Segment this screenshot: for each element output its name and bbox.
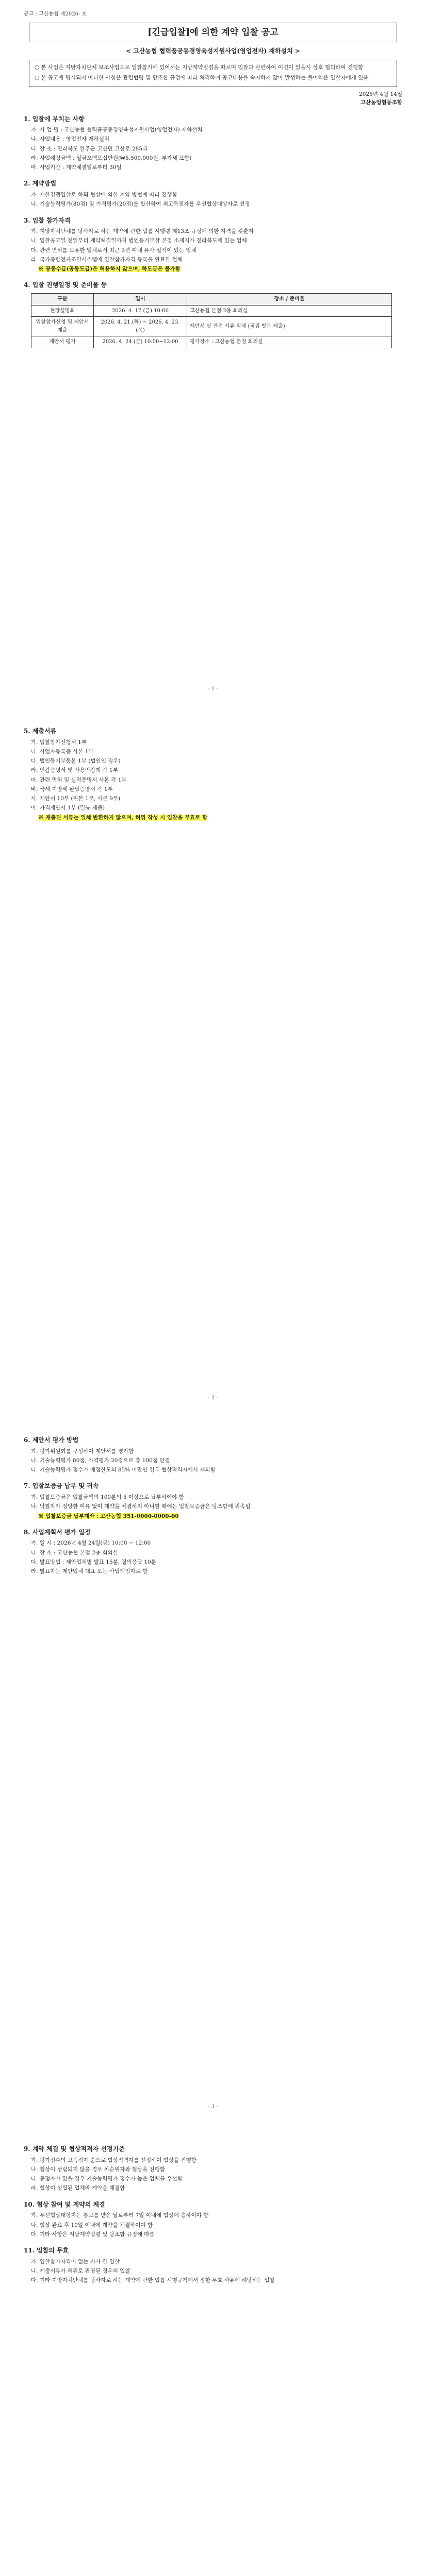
sec5-item: 라. 인감증명서 및 사용인감계 각 1부 <box>31 767 118 774</box>
sec1-item: 다. 장 소 : 전라북도 완주군 고산면 고산로 285-5 <box>31 145 148 152</box>
sec5-item: 바. 국세·지방세 완납증명서 각 1부 <box>31 786 113 792</box>
sec10-heading: 10. 협상 참여 및 계약의 체결 <box>24 2200 105 2208</box>
sec9-item: 다. 동점자가 있을 경우 기술능력평가 점수가 높은 업체를 우선함 <box>31 2176 183 2182</box>
table-row <box>31 317 392 336</box>
sec8-heading: 8. 사업계획서 평가 일정 <box>24 1528 91 1536</box>
sec7-highlight-text: ※ 입찰보증금 납부계좌 : 고산농협 351-0000-0000-00 <box>38 1513 179 1519</box>
page-2 <box>0 709 426 1418</box>
sec3-highlight-text: ※ 공동수급(공동도급)은 허용하지 않으며, 하도급은 불가함 <box>38 266 181 273</box>
sec2-list <box>24 191 402 209</box>
page-1 <box>0 0 426 709</box>
table-cell: 고산농협 본점 2층 회의실 <box>187 305 392 317</box>
sec10-item: 가. 우선협상대상자는 통보를 받은 날로부터 7일 이내에 협상에 응하여야 함 <box>31 2212 209 2219</box>
sec1-item: 라. 사업예정금액 : 일금오백오십만원(₩5,500,000원, 부가세 포함) <box>31 155 192 161</box>
sec3-item: 나. 입찰공고일 전일부터 계약체결일까지 법인등기부상 본점 소재지가 전라북도에 있는 업체 <box>31 238 247 244</box>
page-number: - 2 - <box>208 1395 218 1401</box>
notice-line: ○ 본 공고에 명시되지 아니한 사항은 관련법령 및 당조합 규정에 따라 처리하며 공고내용을 숙지하지 않아 발생하는 불이익은 입찰자에게 있음 <box>35 74 369 81</box>
sec1-item: 마. 사업기간 : 계약체결일로부터 30일 <box>31 164 122 171</box>
column-header: 일시 <box>94 294 187 306</box>
sec5-item: 사. 제안서 10부 (원본 1부, 사본 9부) <box>31 795 121 802</box>
sec6-heading: 6. 제안서 평가 방법 <box>24 1436 79 1444</box>
sec8-item: 가. 일 시 : 2026년 4월 24일(금) 10:00 ~ 12:00 <box>31 1540 151 1547</box>
sec10-list <box>24 2211 402 2239</box>
table-cell: 입찰참가신청 및 제안서 제출 <box>31 317 94 336</box>
notice-date: 2026년 4월 14일 <box>359 91 402 97</box>
table-cell: 현장설명회 <box>31 305 94 317</box>
sec11-item: 가. 입찰참가자격이 없는 자가 한 입찰 <box>31 2258 120 2265</box>
sec8-item: 다. 발표방법 : 제안업체별 발표 15분, 질의응답 10분 <box>31 1558 156 1565</box>
sec7-item: 나. 낙찰자가 정당한 이유 없이 계약을 체결하지 아니할 때에는 입찰보증금은 당조합에 귀속됨 <box>31 1503 251 1510</box>
sec3-highlight <box>38 265 402 273</box>
notice-subtitle: < 고산농협 협력품공동경영육성지원사업(영업전자) 재하설치 > <box>126 47 300 55</box>
sec3-list <box>24 227 402 273</box>
sec10-item: 나. 협상 완료 후 10일 이내에 계약을 체결하여야 함 <box>31 2222 153 2228</box>
column-header: 구분 <box>31 294 94 306</box>
schedule-table <box>31 293 392 348</box>
sec5-item: 아. 가격제안서 1부 (밀봉 제출) <box>31 805 105 811</box>
sec4-heading: 4. 입찰 진행일정 및 준비물 등 <box>24 281 107 289</box>
sec2-heading: 2. 계약방법 <box>24 180 57 188</box>
sec7-highlight <box>38 1512 402 1520</box>
sec11-item: 다. 기타 지방자치단체를 당사자로 하는 계약에 관한 법률 시행규칙에서 정한 무효 사유에 해당하는 입찰 <box>31 2277 275 2284</box>
sec9-list <box>24 2156 402 2193</box>
sec8-list <box>24 1539 402 1575</box>
notice-title: [긴급입찰]에 의한 계약 입찰 공고 <box>29 23 397 42</box>
sec9-item: 나. 협상이 성립되지 않을 경우 차순위자와 협상을 진행함 <box>31 2166 165 2173</box>
sec9-heading: 9. 계약 체결 및 협상적격자 선정기준 <box>24 2145 125 2153</box>
table-header-row <box>31 294 392 306</box>
table-cell: 평가장소 : 고산농협 본점 회의실 <box>187 336 392 348</box>
sec7-list <box>24 1493 402 1520</box>
table-cell: 2026. 4. 21.(화) ~ 2026. 4. 23.(목) <box>94 317 187 336</box>
page-3 <box>0 1418 426 2127</box>
sec6-item: 가. 평가위원회를 구성하여 제안서를 평가함 <box>31 1448 134 1454</box>
sec8-item: 나. 장 소 : 고산농협 본점 2층 회의실 <box>31 1549 118 1556</box>
sec6-list <box>24 1447 402 1475</box>
sec6-item: 나. 기술능력평가 80점, 가격평가 20점으로 총 100점 만점 <box>31 1457 170 1464</box>
notice-org-name: 고산농업협동조합 <box>360 99 402 106</box>
sec3-item: 가. 지방자치단체를 당사자로 하는 계약에 관한 법률 시행령 제13조 규정에 의한 자격을 갖춘자 <box>31 228 254 235</box>
sec5-item: 나. 사업자등록증 사본 1부 <box>31 748 94 755</box>
sec11-list <box>24 2258 402 2285</box>
sec5-item: 가. 입찰참가신청서 1부 <box>31 739 87 745</box>
sec1-list <box>24 126 402 172</box>
sec5-list <box>24 738 402 822</box>
table-cell: 2026. 4. 24.(금) 10:00~12:00 <box>94 336 187 348</box>
sec10-item: 다. 기타 사항은 지방계약법령 및 당조합 규정에 따름 <box>31 2231 155 2238</box>
page-number: - 3 - <box>208 2104 218 2110</box>
page-4 <box>0 2127 426 2576</box>
sec11-item: 나. 제출서류가 허위로 판명된 경우의 입찰 <box>31 2267 130 2274</box>
sec7-heading: 7. 입찰보증금 납부 및 귀속 <box>24 1482 99 1490</box>
doc-number: 공고 : 고산농협 제2026- 호 <box>24 11 87 17</box>
sec1-item: 가. 사 업 명 : 고산농협 협력품공동경영육성지원사업(영업전자) 재하설치 <box>31 127 203 133</box>
notice-box <box>29 60 397 87</box>
sec3-item: 다. 관련 면허를 보유한 업체로서 최근 3년 이내 유사 실적이 있는 업체 <box>31 247 196 253</box>
table-row <box>31 305 392 317</box>
sec3-heading: 3. 입찰 참가자격 <box>24 216 71 224</box>
sec11-heading: 11. 입찰의 무효 <box>24 2247 69 2255</box>
sec1-item: 나. 사업내용 : 영업전자 재하설치 <box>31 136 110 143</box>
sec9-item: 라. 협상이 성립된 업체와 계약을 체결함 <box>31 2185 125 2192</box>
sec5-item: 다. 법인등기부등본 1부 (법인인 경우) <box>31 758 121 765</box>
sec5-item: 마. 관련 면허 및 실적증명서 사본 각 1부 <box>31 776 127 783</box>
sec5-heading: 5. 제출서류 <box>24 727 57 735</box>
table-cell: 제안서 평가 <box>31 336 94 348</box>
sec5-highlight <box>38 814 402 822</box>
sec5-highlight-text: ※ 제출된 서류는 일체 반환하지 않으며, 허위 작성 시 입찰을 무효로 함 <box>38 814 208 821</box>
sec9-item: 가. 평가점수의 고득점자 순으로 협상적격자를 선정하여 협상을 진행함 <box>31 2157 196 2163</box>
notice-line: ○ 본 사업은 지방자치단체 보조사업으로 입찰참가에 있어서는 지방계약법령을 따르며 입찰과 관련하여 이견이 없을시 상호 협의하여 진행함 <box>35 64 364 71</box>
table-cell: 제안서 및 관련 서류 일체 (직접 방문 제출) <box>187 317 392 336</box>
page-number: - 1 - <box>208 686 218 692</box>
sec1-heading: 1. 입찰에 부치는 사항 <box>24 115 85 123</box>
notice-org <box>24 98 402 107</box>
column-header: 장소 / 준비물 <box>187 294 392 306</box>
sec3-item: 라. 국가종합전자조달시스템에 입찰참가자격 등록을 완료한 업체 <box>31 256 183 263</box>
table-cell: 2026. 4. 17.(금) 10:00 <box>94 305 187 317</box>
sec7-item: 가. 입찰보증금은 입찰금액의 100분의 5 이상으로 납부하여야 함 <box>31 1494 184 1500</box>
sec2-item: 가. 제한경쟁입찰로 하되 협상에 의한 계약 방법에 따라 진행함 <box>31 192 177 198</box>
sec6-item: 다. 기술능력평가 점수가 배점한도의 85% 미만인 경우 협상적격자에서 제외함 <box>31 1467 216 1473</box>
table-row <box>31 336 392 348</box>
sec8-item: 라. 발표자는 제안업체 대표 또는 사업책임자로 함 <box>31 1568 148 1575</box>
sec2-item: 나. 기술능력평가(80점) 및 가격평가(20점)를 합산하여 최고득점자를 우선협상대상자로 선정 <box>31 201 250 208</box>
